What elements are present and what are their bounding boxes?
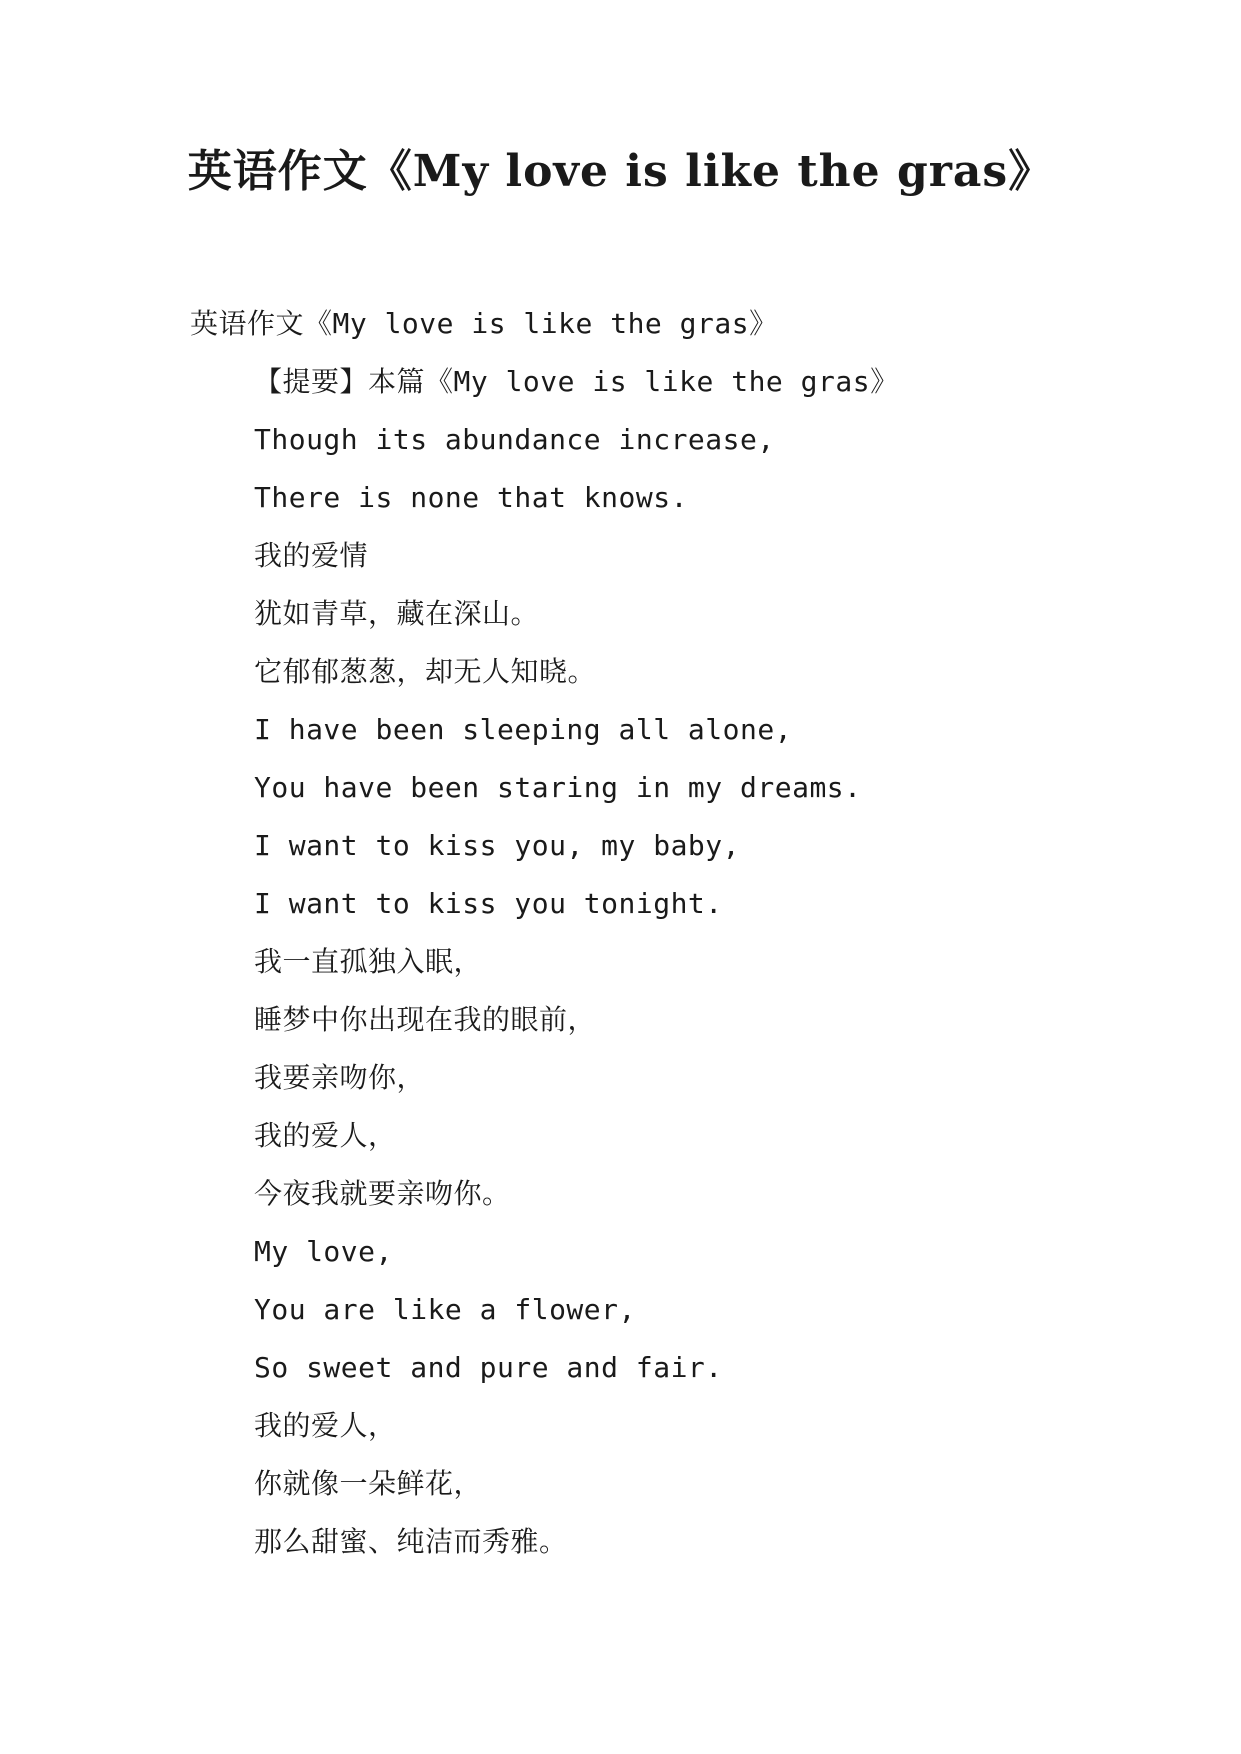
text-line: 它郁郁葱葱，却无人知晓。 bbox=[254, 655, 597, 688]
text-line: I want to kiss you, my baby, bbox=[254, 829, 741, 862]
text-line: 犹如青草，藏在深山。 bbox=[254, 597, 540, 630]
text-line: 睡梦中你出现在我的眼前， bbox=[254, 1003, 597, 1036]
text-line: 我一直孤独入眠， bbox=[254, 945, 483, 978]
text-line: I have been sleeping all alone, bbox=[254, 713, 793, 746]
text-line: You have been staring in my dreams. bbox=[254, 771, 862, 804]
text-line: 那么甜蜜、纯洁而秀雅。 bbox=[254, 1525, 568, 1558]
text-line: 今夜我就要亲吻你。 bbox=[254, 1177, 511, 1210]
document-body bbox=[190, 295, 1090, 1571]
text-line: 我的爱人， bbox=[254, 1119, 397, 1152]
text-line: Though its abundance increase, bbox=[254, 423, 775, 456]
text-line: 我的爱情 bbox=[254, 539, 369, 572]
text-line: So sweet and pure and fair. bbox=[254, 1351, 723, 1384]
text-line: You are like a flower, bbox=[254, 1293, 636, 1326]
text-line: 我的爱人， bbox=[254, 1409, 397, 1442]
document-title: 英语作文《My love is like the gras》 bbox=[187, 146, 1054, 197]
text-line: 【提要】本篇《My love is like the gras》 bbox=[254, 365, 899, 398]
text-line: 我要亲吻你， bbox=[254, 1061, 426, 1094]
text-line: 你就像一朵鲜花， bbox=[254, 1467, 483, 1500]
text-line: I want to kiss you tonight. bbox=[254, 887, 723, 920]
text-line: 英语作文《My love is like the gras》 bbox=[190, 307, 778, 340]
text-line: There is none that knows. bbox=[254, 481, 688, 514]
text-line: My love, bbox=[254, 1235, 393, 1268]
